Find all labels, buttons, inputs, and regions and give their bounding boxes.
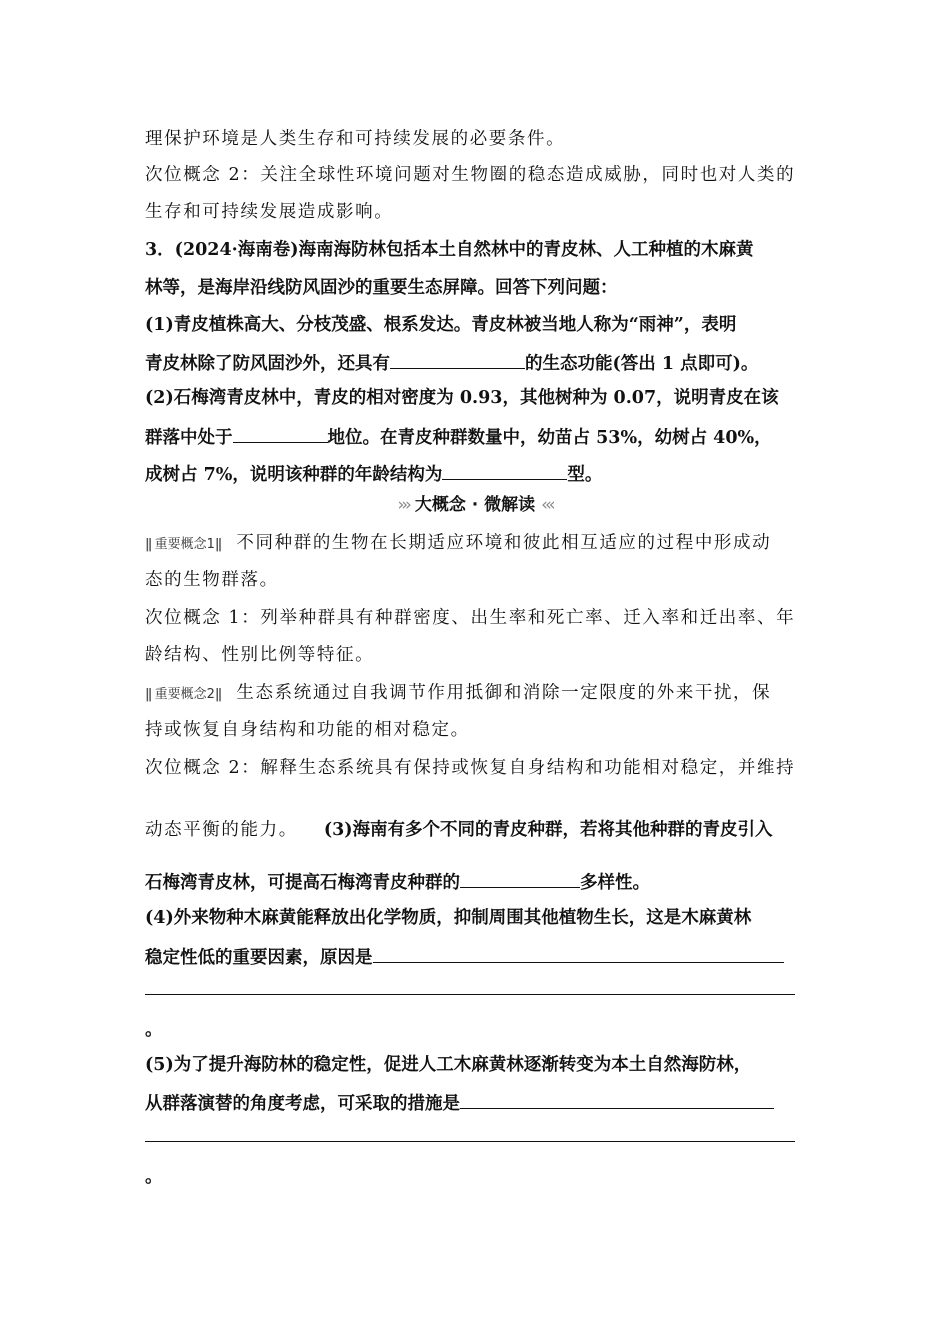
text-line — [145, 944, 784, 970]
text-line — [145, 424, 772, 450]
concept-tag-label: 重要概念2 — [154, 687, 215, 702]
text-line: 龄结构、性别比例等特征。 — [145, 645, 375, 665]
text-line: 林等，是海岸沿线防风固沙的重要生态屏障。回答下列问题： — [145, 278, 618, 298]
answer-blank[interactable] — [390, 350, 525, 369]
text-segment: 稳定性低的重要因素，原因是 — [145, 948, 373, 968]
concept-tag — [145, 683, 220, 707]
question-3: (3)海南有多个不同的青皮种群，若将其他种群的青皮引入 — [323, 820, 773, 840]
chevron-right-icon: ››› — [397, 495, 409, 515]
concept-1 — [145, 531, 771, 557]
answer-blank[interactable] — [233, 424, 328, 443]
text-line: 。 — [145, 1020, 163, 1040]
text-segment: 从群落演替的角度考虑，可采取的措施是 — [145, 1094, 460, 1114]
text-line: 理保护环境是人类生存和可持续发展的必要条件。 — [145, 129, 566, 149]
question-5: (5)为了提升海防林的稳定性，促进人工木麻黄林逐渐转变为本土自然海防林， — [145, 1055, 752, 1075]
text-line — [145, 1090, 774, 1116]
sub-concept-2: 次位概念 2：解释生态系统具有保持或恢复自身结构和功能相对稳定，并维持 — [145, 758, 796, 778]
question-1: (1)青皮植株高大、分枝茂盛、根系发达。青皮林被当地人称为“雨神”，表明 — [145, 315, 737, 335]
bars-icon: || — [145, 687, 151, 702]
text-segment: 多样性。 — [580, 873, 650, 893]
answer-line[interactable] — [145, 994, 795, 995]
text-line: 生存和可持续发展造成影响。 — [145, 202, 394, 222]
concept-text: 不同种群的生物在长期适应环境和彼此相互适应的过程中形成动 — [236, 533, 772, 553]
bars-icon: || — [214, 687, 221, 702]
text-line: 态的生物群落。 — [145, 570, 279, 590]
answer-line[interactable] — [145, 1141, 795, 1142]
question-2: (2)石梅湾青皮林中，青皮的相对密度为 0.93，其他树种为 0.07，说明青皮在该 — [145, 388, 779, 408]
answer-blank[interactable] — [460, 869, 580, 888]
text-line — [145, 818, 773, 842]
text-line: 。 — [145, 1167, 163, 1187]
text-segment: 地位。在青皮种群数量中，幼苗占 53%，幼树占 40%， — [327, 428, 772, 448]
answer-blank[interactable] — [373, 944, 784, 963]
text-line: 持或恢复自身结构和功能的相对稳定。 — [145, 720, 470, 740]
section-title: 大概念 · 微解读 — [414, 495, 536, 515]
chevron-left-icon: ‹‹‹ — [541, 495, 553, 515]
bars-icon: || — [145, 537, 151, 552]
text-segment: 群落中处于 — [145, 428, 233, 448]
text-segment: 石梅湾青皮林，可提高石梅湾青皮种群的 — [145, 873, 460, 893]
concept-text: 生态系统通过自我调节作用抵御和消除一定限度的外来干扰，保 — [236, 683, 772, 703]
concept-tag — [145, 533, 220, 557]
answer-blank[interactable] — [460, 1090, 774, 1109]
concept-2 — [145, 681, 771, 707]
answer-blank[interactable] — [442, 461, 567, 480]
text-line — [145, 461, 602, 487]
bars-icon: || — [214, 537, 221, 552]
question-3-stem: 3．(2024·海南卷)海南海防林包括本土自然林中的青皮林、人工种植的木麻黄 — [145, 240, 754, 260]
sub-concept-1: 次位概念 1：列举种群具有种群密度、出生率和死亡率、迁入率和迁出率、年 — [145, 608, 796, 628]
text-line — [145, 350, 758, 376]
concept-tag-label: 重要概念1 — [154, 537, 215, 552]
question-4: (4)外来物种木麻黄能释放出化学物质，抑制周围其他植物生长，这是木麻黄林 — [145, 908, 752, 928]
text-segment: 成树占 7%，说明该种群的年龄结构为 — [145, 465, 443, 485]
section-header — [0, 493, 950, 517]
text-segment: 型。 — [567, 465, 603, 485]
text-segment: 青皮林除了防风固沙外，还具有 — [145, 354, 390, 374]
text-segment: 的生态功能(答出 1 点即可)。 — [525, 354, 759, 374]
text-line — [145, 869, 650, 895]
text-line: 次位概念 2：关注全球性环境问题对生物圈的稳态造成威胁，同时也对人类的 — [145, 165, 796, 185]
text-segment: 动态平衡的能力。 — [145, 820, 298, 840]
